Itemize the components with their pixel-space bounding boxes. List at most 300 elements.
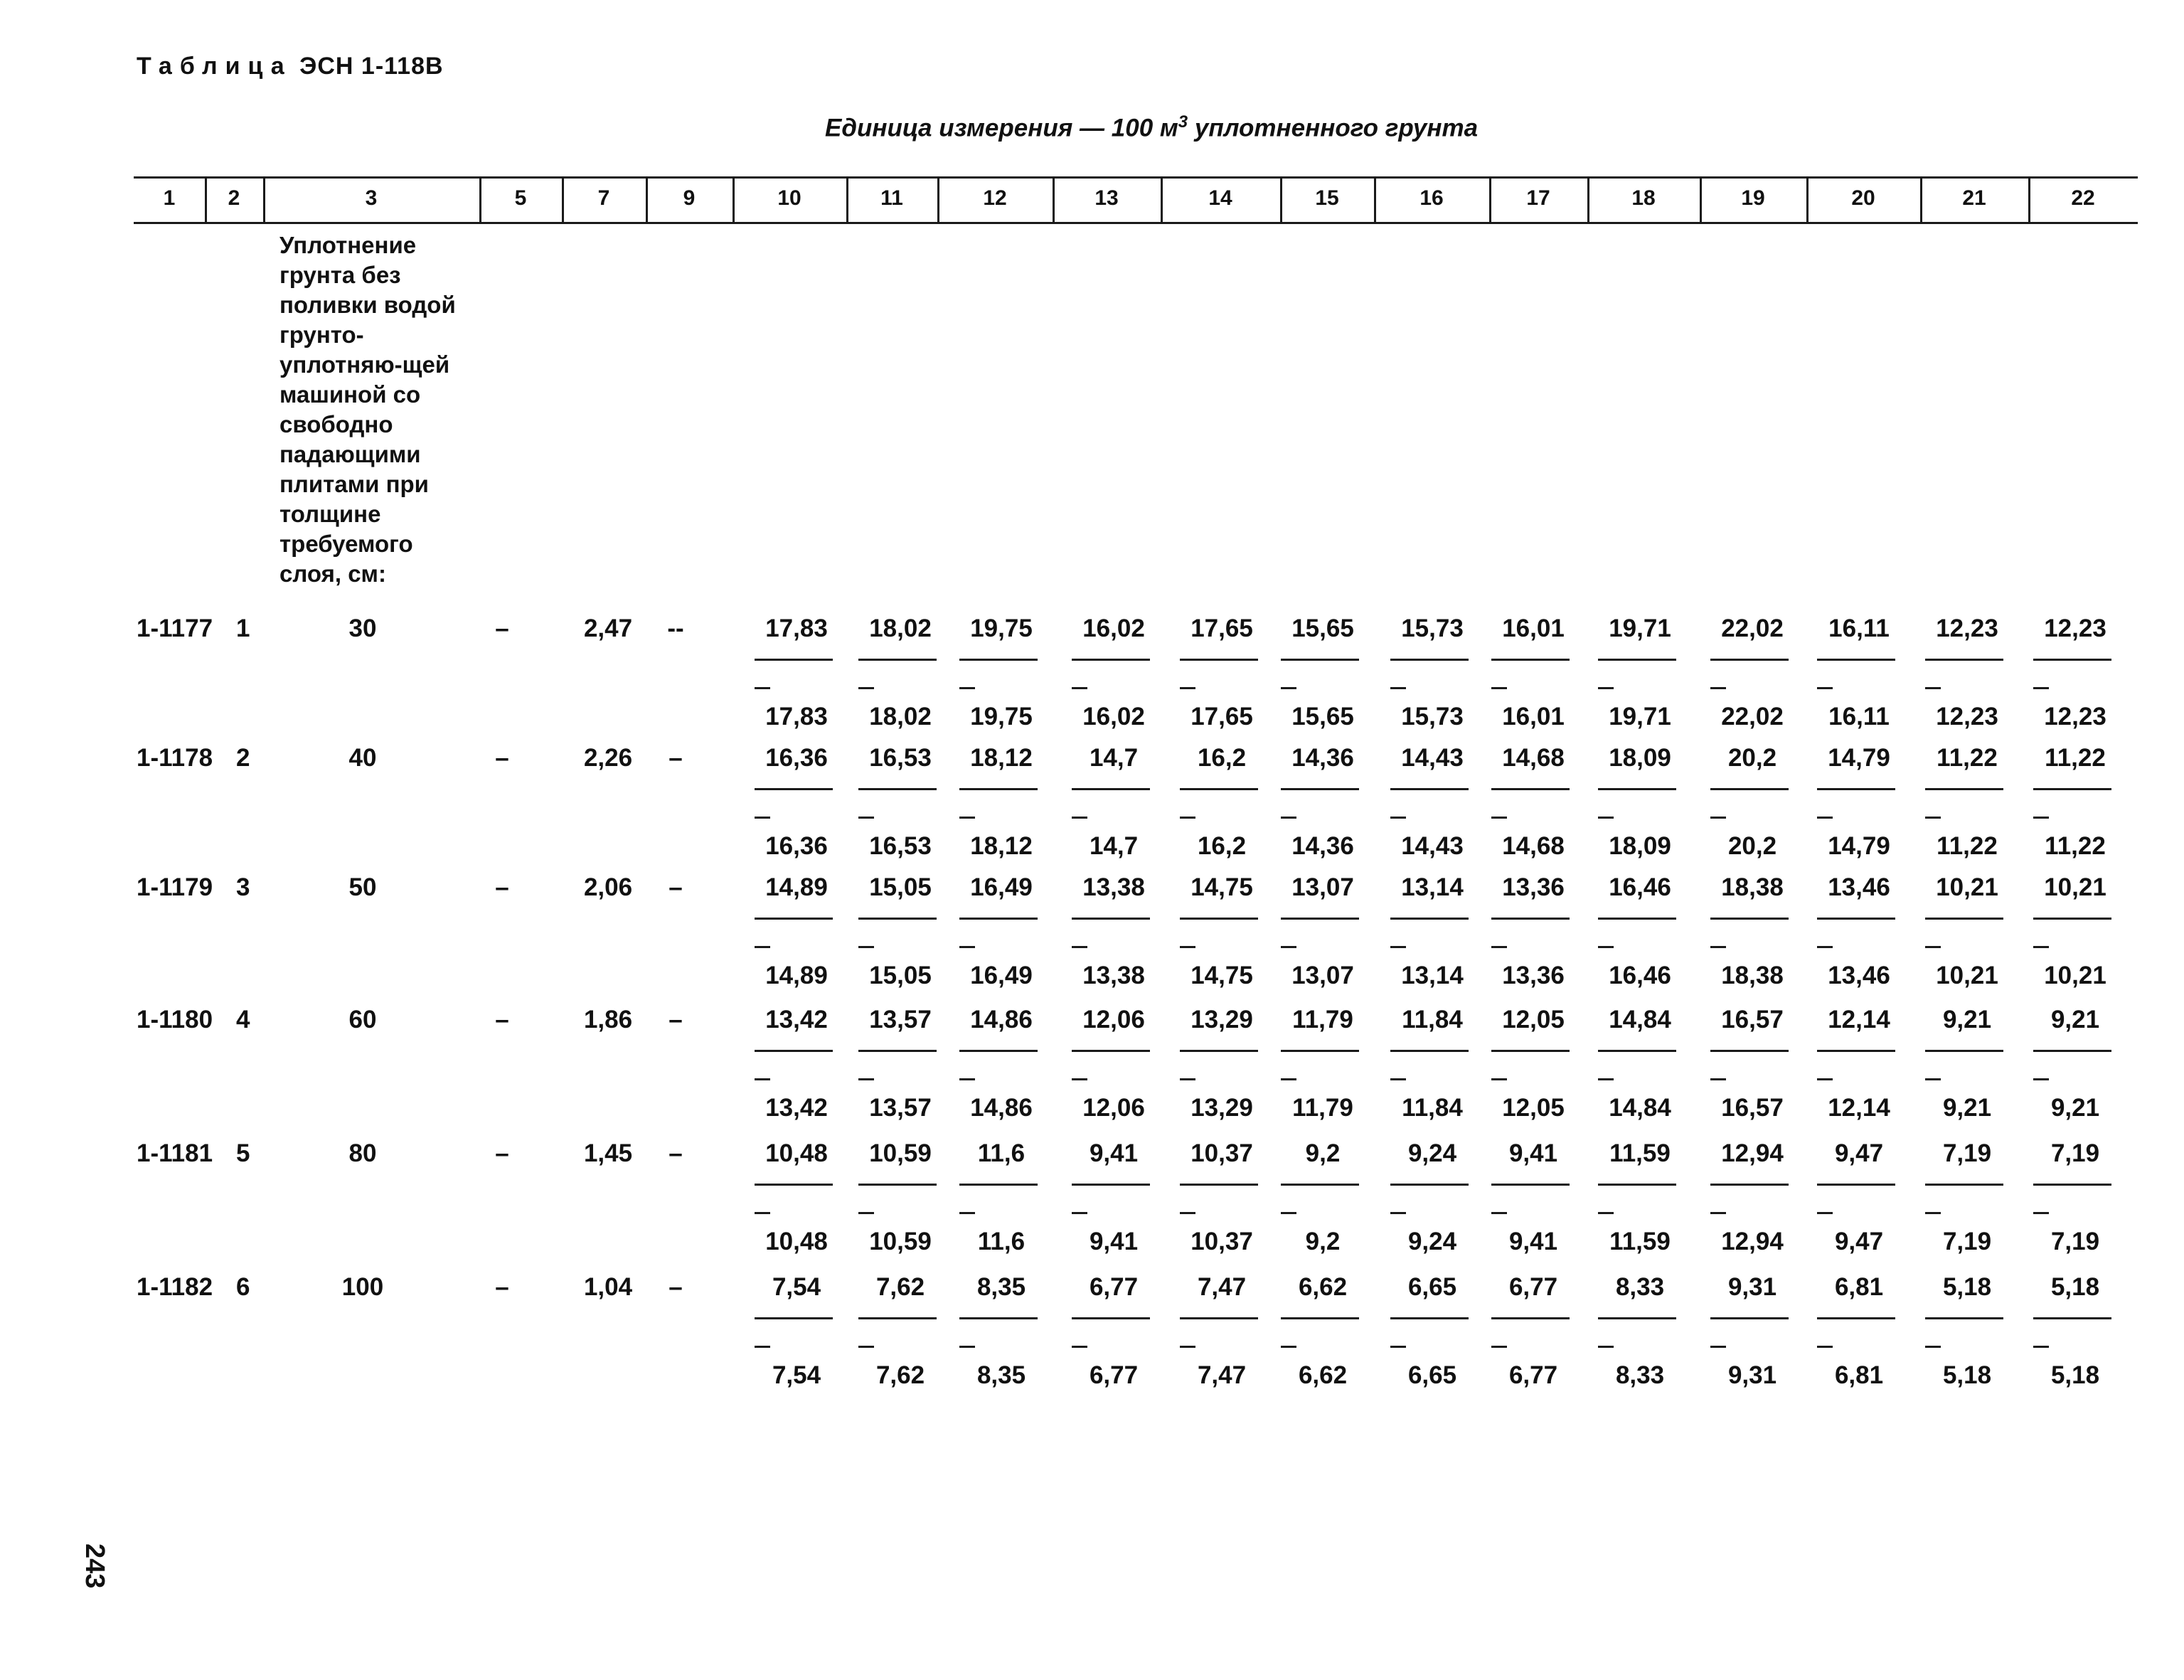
fraction-bar: [1925, 918, 2003, 920]
header-separator: [1489, 178, 1491, 222]
fraction-bar: [1491, 788, 1570, 790]
header-col-9: 9: [683, 186, 696, 210]
header-col-19: 19: [1741, 186, 1765, 210]
value-numerator: 11,79: [1292, 1006, 1353, 1033]
fraction-dash: [959, 687, 975, 689]
fraction-bar: [858, 1317, 937, 1319]
value-numerator: 7,47: [1197, 1273, 1247, 1301]
value-denominator: 20,2: [1727, 832, 1777, 860]
fraction-bar: [1180, 1317, 1258, 1319]
value-numerator: 11,84: [1402, 1006, 1463, 1033]
row-number: 1: [236, 615, 250, 642]
value-denominator: 13,36: [1502, 962, 1565, 989]
value-denominator: 18,38: [1721, 962, 1784, 989]
fraction-dash: [1390, 1212, 1406, 1214]
fraction-dash: [1710, 946, 1726, 948]
value-denominator: 12,05: [1502, 1094, 1565, 1122]
value-numerator: 19,75: [970, 615, 1033, 642]
value-denominator: 11,22: [1937, 832, 1998, 860]
col5-value: –: [495, 873, 509, 901]
fraction-bar: [1281, 1317, 1359, 1319]
fraction-dash: [1390, 817, 1406, 819]
fraction-bar: [1072, 918, 1150, 920]
fraction-bar: [959, 918, 1038, 920]
fraction-dash: [1180, 1078, 1195, 1080]
header-separator: [937, 178, 939, 222]
fraction-dash: [1281, 946, 1296, 948]
value-numerator: 9,2: [1305, 1139, 1341, 1167]
fraction-bar: [1710, 1317, 1789, 1319]
value-denominator: 14,7: [1089, 832, 1139, 860]
fraction-dash: [1817, 817, 1833, 819]
fraction-bar: [1817, 1050, 1895, 1052]
fraction-dash: [1390, 1346, 1406, 1348]
fraction-bar: [1491, 1184, 1570, 1186]
fraction-bar: [1491, 918, 1570, 920]
fraction-bar: [858, 659, 937, 661]
value-numerator: 12,94: [1721, 1139, 1784, 1167]
fraction-bar: [1072, 1317, 1150, 1319]
value-denominator: 11,6: [977, 1228, 1026, 1255]
value-denominator: 12,23: [2044, 703, 2106, 730]
fraction-dash: [959, 1212, 975, 1214]
value-denominator: 22,02: [1721, 703, 1784, 730]
norm-code: 1-1179: [137, 873, 213, 901]
value-numerator: 5,18: [2050, 1273, 2100, 1301]
value-denominator: 9,41: [1508, 1228, 1558, 1255]
fraction-dash: [755, 1212, 770, 1214]
value-numerator: 12,05: [1502, 1006, 1565, 1033]
header-col-21: 21: [1962, 186, 1986, 210]
fraction-dash: [1925, 687, 1941, 689]
value-denominator: 14,68: [1502, 832, 1565, 860]
header-separator: [1161, 178, 1163, 222]
fraction-bar: [1817, 659, 1895, 661]
fraction-dash: [1925, 1212, 1941, 1214]
value-numerator: 14,36: [1291, 744, 1354, 772]
fraction-bar: [1180, 918, 1258, 920]
fraction-bar: [1817, 1317, 1895, 1319]
value-denominator: 13,07: [1291, 962, 1354, 989]
value-denominator: 9,24: [1407, 1228, 1457, 1255]
page-number: 243: [80, 1543, 110, 1589]
value-denominator: 7,47: [1197, 1361, 1247, 1389]
fraction-bar: [1925, 1050, 2003, 1052]
header-col-11: 11: [880, 186, 903, 210]
value-denominator: 10,37: [1190, 1228, 1253, 1255]
value-numerator: 16,49: [970, 873, 1033, 901]
header-col-10: 10: [777, 186, 801, 210]
value-numerator: 17,83: [765, 615, 828, 642]
fraction-dash: [1491, 817, 1507, 819]
fraction-dash: [1180, 817, 1195, 819]
fraction-dash: [1598, 817, 1614, 819]
fraction-bar: [1072, 1184, 1150, 1186]
value-denominator: 11,59: [1609, 1228, 1671, 1255]
fraction-dash: [858, 817, 874, 819]
value-denominator: 16,57: [1721, 1094, 1784, 1122]
value-numerator: 20,2: [1727, 744, 1777, 772]
value-numerator: 9,41: [1508, 1139, 1558, 1167]
fraction-dash: [1491, 1212, 1507, 1214]
value-denominator: 7,62: [875, 1361, 925, 1389]
header-bottom-rule: [134, 222, 2138, 224]
value-numerator: 13,46: [1828, 873, 1890, 901]
fraction-bar: [1072, 1050, 1150, 1052]
value-numerator: 13,36: [1502, 873, 1565, 901]
fraction-bar: [1817, 788, 1895, 790]
fraction-dash: [1180, 1212, 1195, 1214]
fraction-bar: [1710, 1050, 1789, 1052]
value-numerator: 7,19: [2050, 1139, 2100, 1167]
fraction-dash: [755, 946, 770, 948]
col9-value: –: [668, 1273, 683, 1301]
fraction-dash: [2033, 1078, 2049, 1080]
value-denominator: 9,2: [1305, 1228, 1341, 1255]
value-numerator: 12,23: [2044, 615, 2106, 642]
fraction-dash: [1817, 1212, 1833, 1214]
value-denominator: 7,54: [772, 1361, 821, 1389]
fraction-dash: [1072, 1212, 1087, 1214]
fraction-dash: [1072, 687, 1087, 689]
row-number: 5: [236, 1139, 250, 1167]
value-numerator: 19,71: [1609, 615, 1671, 642]
value-denominator: 9,47: [1834, 1228, 1884, 1255]
fraction-dash: [1281, 687, 1296, 689]
header-separator: [1374, 178, 1376, 222]
header-col-13: 13: [1094, 186, 1119, 210]
fraction-bar: [1598, 918, 1676, 920]
fraction-dash: [1180, 1346, 1195, 1348]
value-numerator: 22,02: [1721, 615, 1784, 642]
fraction-bar: [858, 918, 937, 920]
value-numerator: 16,53: [869, 744, 932, 772]
header-top-rule: [134, 176, 2138, 179]
fraction-bar: [755, 788, 833, 790]
value-numerator: 6,77: [1508, 1273, 1558, 1301]
value-denominator: 16,01: [1502, 703, 1565, 730]
fraction-bar: [1180, 659, 1258, 661]
fraction-bar: [755, 918, 833, 920]
fraction-dash: [1710, 1212, 1726, 1214]
header-separator: [846, 178, 848, 222]
fraction-dash: [1072, 817, 1087, 819]
value-numerator: 9,21: [1942, 1006, 1992, 1033]
header-col-2: 2: [228, 186, 240, 210]
value-denominator: 8,35: [976, 1361, 1026, 1389]
fraction-bar: [858, 1184, 937, 1186]
fraction-dash: [1925, 946, 1941, 948]
header-col-12: 12: [983, 186, 1007, 210]
value-numerator: 14,75: [1190, 873, 1253, 901]
value-denominator: 13,14: [1401, 962, 1464, 989]
col9-value: –: [668, 873, 683, 901]
fraction-dash: [858, 1078, 874, 1080]
fraction-bar: [2033, 1050, 2111, 1052]
fraction-bar: [1710, 1184, 1789, 1186]
value-numerator: 13,57: [869, 1006, 932, 1033]
table-title-word: Таблица: [137, 53, 292, 80]
value-denominator: 12,23: [1936, 703, 1998, 730]
value-denominator: 18,12: [970, 832, 1033, 860]
value-numerator: 14,79: [1828, 744, 1890, 772]
value-numerator: 13,07: [1291, 873, 1354, 901]
header-separator: [479, 178, 481, 222]
fraction-bar: [1180, 1050, 1258, 1052]
layer-thickness: 40: [348, 744, 377, 772]
value-numerator: 6,65: [1407, 1273, 1457, 1301]
value-numerator: 15,73: [1401, 615, 1464, 642]
value-numerator: 11,59: [1609, 1139, 1671, 1167]
unit-suffix: уплотненного грунта: [1188, 114, 1479, 142]
value-denominator: 18,09: [1609, 832, 1671, 860]
work-description: Уплотнение грунта без поливки водой грунто-уплотняю-щей машиной со свободно падающими плитами при толщине требуемого слоя, см:: [279, 232, 456, 587]
fraction-bar: [1925, 1184, 2003, 1186]
header-separator: [2028, 178, 2030, 222]
fraction-dash: [1491, 1078, 1507, 1080]
fraction-dash: [858, 687, 874, 689]
value-denominator: 10,21: [2044, 962, 2106, 989]
fraction-bar: [2033, 659, 2111, 661]
col5-value: –: [495, 744, 509, 772]
fraction-bar: [2033, 1317, 2111, 1319]
fraction-dash: [1598, 946, 1614, 948]
value-numerator: 7,62: [875, 1273, 925, 1301]
fraction-dash: [1281, 1212, 1296, 1214]
fraction-dash: [1491, 687, 1507, 689]
header-col-14: 14: [1208, 186, 1232, 210]
value-numerator: 15,65: [1291, 615, 1354, 642]
fraction-dash: [1598, 1078, 1614, 1080]
fraction-bar: [1390, 659, 1469, 661]
value-denominator: 11,84: [1402, 1094, 1463, 1122]
value-denominator: 9,21: [1942, 1094, 1992, 1122]
fraction-bar: [755, 1050, 833, 1052]
value-denominator: 19,75: [970, 703, 1033, 730]
value-numerator: 7,54: [772, 1273, 821, 1301]
header-separator: [1700, 178, 1702, 222]
value-numerator: 18,12: [970, 744, 1033, 772]
fraction-bar: [1598, 1050, 1676, 1052]
fraction-bar: [1072, 659, 1150, 661]
header-separator: [205, 178, 207, 222]
fraction-dash: [2033, 687, 2049, 689]
fraction-bar: [1925, 659, 2003, 661]
value-denominator: 6,81: [1834, 1361, 1884, 1389]
value-denominator: 13,42: [765, 1094, 828, 1122]
header-col-7: 7: [597, 186, 610, 210]
fraction-dash: [959, 946, 975, 948]
value-denominator: 15,05: [869, 962, 932, 989]
fraction-bar: [858, 1050, 937, 1052]
fraction-bar: [1281, 659, 1359, 661]
value-denominator: 13,57: [869, 1094, 932, 1122]
fraction-bar: [1281, 1184, 1359, 1186]
fraction-bar: [1180, 788, 1258, 790]
value-numerator: 9,24: [1407, 1139, 1457, 1167]
value-numerator: 14,43: [1401, 744, 1464, 772]
value-denominator: 5,18: [2050, 1361, 2100, 1389]
col9-value: --: [667, 615, 684, 642]
header-col-1: 1: [163, 186, 176, 210]
value-numerator: 17,65: [1190, 615, 1253, 642]
fraction-dash: [858, 1212, 874, 1214]
value-numerator: 18,38: [1721, 873, 1784, 901]
header-col-15: 15: [1315, 186, 1339, 210]
value-denominator: 16,02: [1082, 703, 1145, 730]
value-numerator: 10,48: [765, 1139, 828, 1167]
value-numerator: 7,19: [1942, 1139, 1992, 1167]
fraction-dash: [1180, 687, 1195, 689]
value-denominator: 16,53: [869, 832, 932, 860]
fraction-bar: [1491, 659, 1570, 661]
value-denominator: 17,83: [765, 703, 828, 730]
fraction-bar: [1710, 918, 1789, 920]
value-denominator: 14,79: [1828, 832, 1890, 860]
fraction-bar: [858, 788, 937, 790]
value-denominator: 16,11: [1828, 703, 1890, 730]
fraction-bar: [959, 788, 1038, 790]
value-numerator: 14,7: [1089, 744, 1139, 772]
value-numerator: 13,29: [1190, 1006, 1253, 1033]
fraction-dash: [2033, 1346, 2049, 1348]
value-denominator: 16,49: [970, 962, 1033, 989]
header-separator: [733, 178, 735, 222]
fraction-bar: [1491, 1317, 1570, 1319]
value-numerator: 12,14: [1828, 1006, 1890, 1033]
fraction-bar: [2033, 918, 2111, 920]
value-denominator: 13,29: [1190, 1094, 1253, 1122]
value-numerator: 9,21: [2050, 1006, 2100, 1033]
fraction-bar: [1281, 918, 1359, 920]
fraction-bar: [2033, 1184, 2111, 1186]
value-denominator: 12,94: [1721, 1228, 1784, 1255]
value-denominator: 7,19: [1942, 1228, 1992, 1255]
value-numerator: 16,57: [1721, 1006, 1784, 1033]
norm-code: 1-1178: [137, 744, 213, 772]
fraction-dash: [959, 1078, 975, 1080]
value-numerator: 5,18: [1942, 1273, 1992, 1301]
fraction-bar: [1817, 918, 1895, 920]
fraction-bar: [1598, 788, 1676, 790]
value-denominator: 6,62: [1298, 1361, 1348, 1389]
fraction-dash: [1925, 1078, 1941, 1080]
value-numerator: 11,22: [1937, 744, 1998, 772]
value-denominator: 10,59: [869, 1228, 932, 1255]
value-numerator: 12,06: [1082, 1006, 1145, 1033]
header-separator: [1806, 178, 1809, 222]
value-denominator: 18,02: [869, 703, 932, 730]
header-col-18: 18: [1631, 186, 1656, 210]
fraction-bar: [1390, 1317, 1469, 1319]
value-numerator: 14,89: [765, 873, 828, 901]
fraction-dash: [1390, 687, 1406, 689]
header-col-20: 20: [1851, 186, 1875, 210]
fraction-dash: [1072, 1346, 1087, 1348]
header-separator: [1920, 178, 1922, 222]
fraction-bar: [1710, 788, 1789, 790]
fraction-dash: [2033, 946, 2049, 948]
fraction-bar: [1925, 788, 2003, 790]
header-col-5: 5: [514, 186, 527, 210]
fraction-dash: [959, 1346, 975, 1348]
fraction-dash: [755, 817, 770, 819]
fraction-bar: [1710, 659, 1789, 661]
header-col-3: 3: [365, 186, 378, 210]
fraction-dash: [1072, 946, 1087, 948]
fraction-bar: [1598, 659, 1676, 661]
value-denominator: 6,65: [1407, 1361, 1457, 1389]
header-separator: [263, 178, 265, 222]
value-denominator: 14,86: [970, 1094, 1033, 1122]
value-denominator: 5,18: [1942, 1361, 1992, 1389]
value-numerator: 14,86: [970, 1006, 1033, 1033]
value-denominator: 16,36: [765, 832, 828, 860]
fraction-bar: [1390, 918, 1469, 920]
value-numerator: 6,62: [1298, 1273, 1348, 1301]
header-separator: [562, 178, 564, 222]
col9-value: –: [668, 744, 683, 772]
value-denominator: 14,75: [1190, 962, 1253, 989]
fraction-dash: [1817, 946, 1833, 948]
col5-value: –: [495, 615, 509, 642]
value-denominator: 7,19: [2050, 1228, 2100, 1255]
fraction-bar: [959, 1050, 1038, 1052]
value-denominator: 6,77: [1089, 1361, 1139, 1389]
value-numerator: 16,46: [1609, 873, 1671, 901]
value-numerator: 16,36: [765, 744, 828, 772]
value-numerator: 9,47: [1834, 1139, 1884, 1167]
fraction-dash: [2033, 817, 2049, 819]
fraction-bar: [1598, 1317, 1676, 1319]
value-denominator: 15,73: [1401, 703, 1464, 730]
fraction-dash: [1598, 1346, 1614, 1348]
header-col-16: 16: [1419, 186, 1444, 210]
fraction-bar: [1180, 1184, 1258, 1186]
fraction-dash: [959, 817, 975, 819]
col9-value: –: [668, 1139, 683, 1167]
fraction-bar: [1281, 1050, 1359, 1052]
col7-value: 2,26: [583, 744, 633, 772]
fraction-dash: [1710, 1346, 1726, 1348]
col5-value: –: [495, 1139, 509, 1167]
fraction-dash: [1180, 946, 1195, 948]
fraction-bar: [1281, 788, 1359, 790]
layer-thickness: 100: [341, 1273, 384, 1301]
norm-code: 1-1181: [137, 1139, 213, 1167]
value-denominator: 13,38: [1082, 962, 1145, 989]
value-numerator: 16,11: [1828, 615, 1890, 642]
fraction-dash: [1281, 817, 1296, 819]
value-denominator: 12,06: [1082, 1094, 1145, 1122]
header-separator: [1053, 178, 1055, 222]
norm-code: 1-1177: [137, 615, 213, 642]
layer-thickness: 50: [348, 873, 377, 901]
col7-value: 1,04: [583, 1273, 633, 1301]
fraction-dash: [1817, 1346, 1833, 1348]
unit-line: [825, 112, 1478, 143]
header-col-22: 22: [2071, 186, 2095, 210]
value-numerator: 18,09: [1609, 744, 1671, 772]
row-number: 3: [236, 873, 250, 901]
value-denominator: 13,46: [1828, 962, 1890, 989]
value-denominator: 9,31: [1727, 1361, 1777, 1389]
fraction-dash: [1710, 1078, 1726, 1080]
fraction-bar: [1598, 1184, 1676, 1186]
value-numerator: 8,33: [1615, 1273, 1665, 1301]
table-title: [137, 53, 444, 80]
col5-value: –: [495, 1006, 509, 1033]
